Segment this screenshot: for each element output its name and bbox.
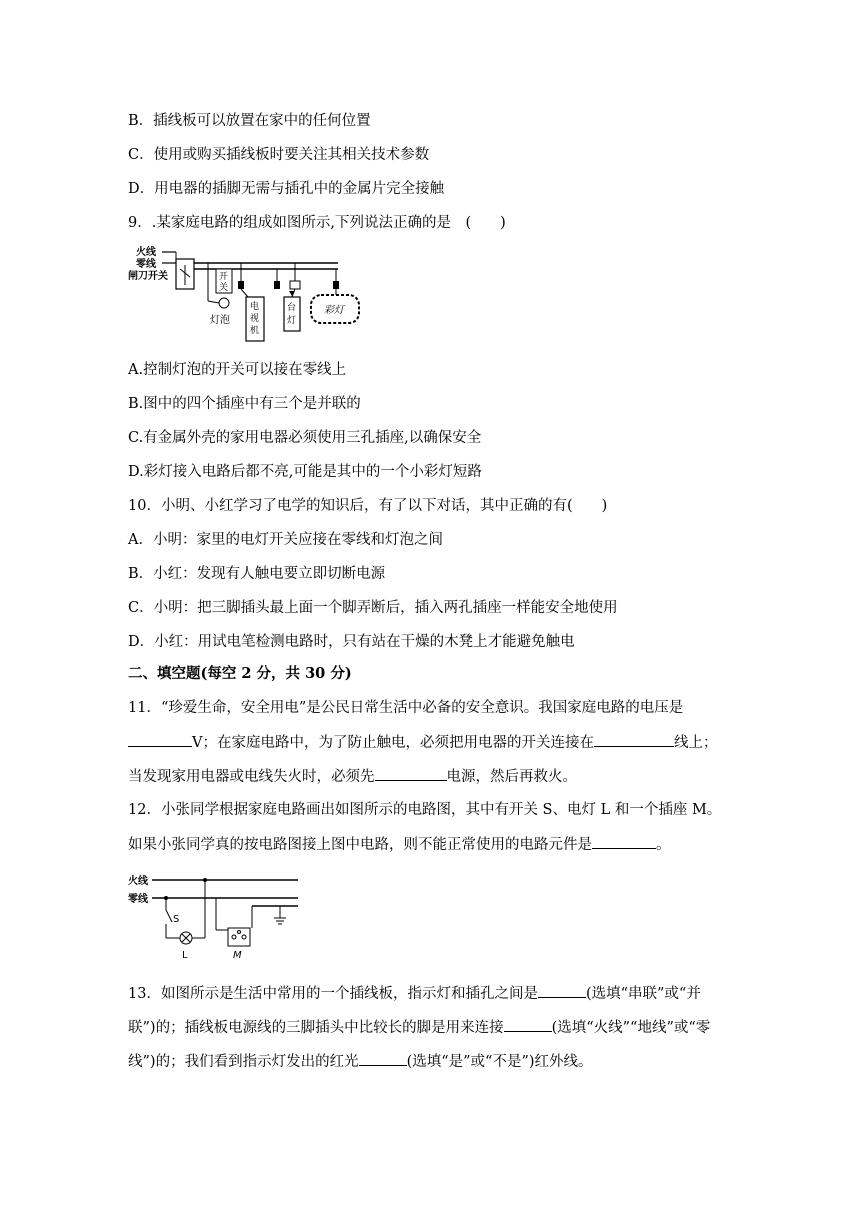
q11-line-2-text-b: 线上； [673, 735, 718, 751]
q9-stem: 9．.某家庭电路的组成如图所示,下列说法正确的是 ( ) [128, 215, 506, 231]
q9-option-d: D.彩灯接入电路后都不亮,可能是其中的一个小彩灯短路 [128, 464, 482, 480]
q9-label-bulb: 灯泡 [210, 315, 230, 326]
q11-line-2-text-a: V；在家庭电路中，为了防止触电，必须把用电器的开关连接在 [192, 735, 594, 751]
q12-line-1: 12．小张同学根据家庭电路画出如图所示的电路图，其中有开关 S、电灯 L 和一个插座 M。 [128, 802, 722, 818]
q11-blank-2[interactable] [594, 732, 674, 747]
q9-label-switch-2: 关 [219, 283, 229, 293]
q11-line-3-text-a: 当发现家用电器或电线失火时，必须先 [128, 769, 375, 785]
q13-line-2-text-b: (选填“火线”“地线”或“零 [551, 1020, 711, 1036]
q9-label-knife-switch: 闸刀开关 [128, 271, 168, 282]
q9-circuit-figure [128, 241, 378, 351]
q13-line-3 [128, 1051, 593, 1072]
q9-option-a: A.控制灯泡的开关可以接在零线上 [128, 362, 347, 378]
section-fill-in-blanks-heading: 二、填空题(每空 2 分，共 30 分) [128, 665, 352, 682]
q13-blank-1[interactable] [538, 983, 586, 998]
q9-label-tv-2: 视 [250, 314, 260, 324]
q11-line-3-text-b: 电源，然后再救火。 [446, 769, 577, 785]
q13-blank-3[interactable] [359, 1051, 407, 1066]
q9-label-color-lamp: 彩灯 [324, 305, 344, 316]
q13-line-2-text-a: 联”)的；插线板电源线的三脚插头中比较长的脚是用来连接 [128, 1020, 504, 1036]
q9-option-b: B.图中的四个插座中有三个是并联的 [128, 396, 361, 412]
q9-label-neutral: 零线 [136, 259, 156, 270]
q8-option-d: D．用电器的插脚无需与插孔中的金属片完全接触 [128, 181, 445, 197]
q8-option-c: C．使用或购买插线板时要关注其相关技术参数 [128, 147, 430, 163]
q12-label-m: M [233, 950, 242, 961]
q10-stem: 10．小明、小红学习了电学的知识后，有了以下对话，其中正确的有( ) [128, 498, 608, 514]
q12-label-s: S [173, 914, 180, 925]
q10-option-a: A．小明：家里的电灯开关应接在零线和灯泡之间 [128, 532, 443, 548]
q11-line-3 [128, 766, 577, 787]
q10-option-c: C．小明：把三脚插头最上面一个脚弄断后，插入两孔插座一样能安全地使用 [128, 600, 618, 616]
q13-line-3-text-b: (选填“是”或“不是”)红外线。 [406, 1054, 593, 1070]
q9-label-tv-3: 机 [250, 326, 260, 336]
q12-label-l: L [182, 950, 188, 961]
q12-circuit-figure [128, 870, 308, 962]
q13-line-1-text-b: (选填“串联”或“并 [585, 986, 701, 1002]
q13-line-2 [128, 1017, 710, 1038]
q12-label-neutral: 零线 [128, 894, 148, 905]
q13-line-3-text-a: 线”)的；我们看到指示灯发出的红光 [128, 1054, 359, 1070]
q12-blank-1[interactable] [592, 834, 656, 849]
q13-line-1 [128, 983, 701, 1004]
q11-blank-1[interactable] [128, 732, 192, 747]
q8-option-b: B．插线板可以放置在家中的任何位置 [128, 113, 371, 129]
q10-option-d: D．小红：用试电笔检测电路时，只有站在干燥的木凳上才能避免触电 [128, 634, 575, 650]
q12-line-2 [128, 834, 671, 855]
q11-line-1: 11．“珍爱生命，安全用电”是公民日常生活中必备的安全意识。我国家庭电路的电压是 [128, 700, 684, 716]
q9-label-lamp-1: 台 [287, 303, 297, 313]
q13-line-1-text-a: 13．如图所示是生活中常用的一个插线板，指示灯和插孔之间是 [128, 986, 538, 1002]
q12-line-2-text-b: 。 [656, 837, 671, 853]
q9-label-lamp-2: 灯 [287, 316, 297, 326]
q9-label-tv-1: 电 [250, 302, 260, 312]
q9-option-c: C.有金属外壳的家用电器必须使用三孔插座,以确保安全 [128, 430, 482, 446]
q11-line-2 [128, 732, 717, 753]
q9-label-live: 火线 [136, 247, 156, 258]
q9-label-switch-1: 开 [219, 272, 229, 282]
q12-line-2-text-a: 如果小张同学真的按电路图接上图中电路，则不能正常使用的电路元件是 [128, 837, 592, 853]
q10-option-b: B．小红：发现有人触电要立即切断电源 [128, 566, 386, 582]
q13-blank-2[interactable] [504, 1017, 552, 1032]
q11-blank-3[interactable] [375, 766, 447, 781]
q12-label-live: 火线 [128, 876, 148, 887]
